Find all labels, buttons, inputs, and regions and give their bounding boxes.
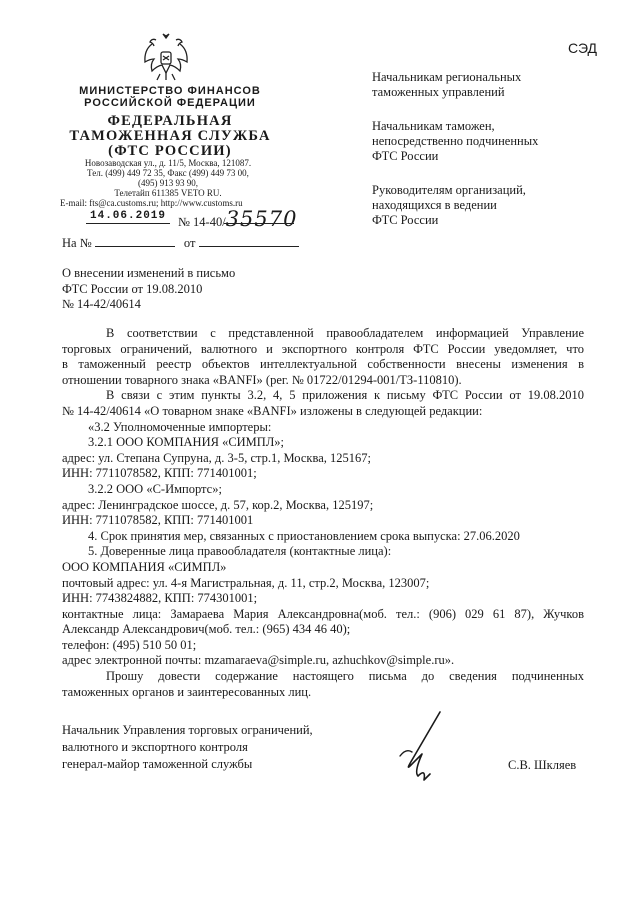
registration-date: 14.06.2019 xyxy=(90,210,167,222)
service-line: (ФТС РОССИИ) xyxy=(108,143,232,159)
reply-reference xyxy=(62,235,299,251)
addressee-block xyxy=(372,70,538,228)
addressee-line: Начальникам таможен, xyxy=(372,119,495,133)
body-line: 3.2.1 ООО КОМПАНИЯ «СИМПЛ»; xyxy=(88,435,285,450)
body-line: ИНН: 7711078582, КПП: 771401001; xyxy=(62,466,257,481)
service-line: ФЕДЕРАЛЬНАЯ xyxy=(107,113,233,129)
position-line: генерал-майор таможенной службы xyxy=(62,757,253,771)
contact-line: E-mail: fts@ca.customs.ru; http://www.customs.ru xyxy=(60,198,243,208)
body-line: таможенных органов и заинтересованных лиц. xyxy=(62,684,312,699)
body-line: ИНН: 7711078582, КПП: 771401001 xyxy=(62,513,254,528)
body-line: почтовый адрес: ул. 4-я Магистральная, д. 11, стр.2, Москва, 123007; xyxy=(62,575,430,590)
signatory-name: С.В. Шкляев xyxy=(508,758,577,772)
ministry-line: РОССИЙСКОЙ ФЕДЕРАЦИИ xyxy=(84,97,256,109)
body-line: В соответствии с представленной правообладателем информацией Управление xyxy=(106,326,584,340)
addressee-line: находящихся в ведении xyxy=(372,198,497,212)
signatory-position xyxy=(62,722,313,773)
body-line: 4. Срок принятия мер, связанных с приостановлением срока выпуска: 27.06.2020 xyxy=(88,528,520,543)
body-line: ИНН: 7743824882, КПП: 774301001; xyxy=(62,591,258,606)
addressee-line: ФТС России xyxy=(372,213,439,227)
body-line: Прошу довести содержание настоящего письма до сведения подчиненных xyxy=(106,669,584,684)
body-line: отношении товарного знака «BANFI» (рег. № 01722/01294-001/ТЗ-110810). xyxy=(62,372,462,387)
body-line: «3.2 Уполномоченные импортеры: xyxy=(88,419,272,434)
service-line: ТАМОЖЕННАЯ СЛУЖБА xyxy=(69,128,271,144)
coat-of-arms-emblem xyxy=(142,32,190,84)
body-line: 3.2.2 ООО «С-Импортс»; xyxy=(88,481,222,496)
from-date-blank xyxy=(199,235,299,247)
body-line: ООО КОМПАНИЯ «СИМПЛ» xyxy=(62,559,227,574)
registration-number-handwritten: 35570 xyxy=(225,207,298,231)
addressee-line: непосредственно подчиненных xyxy=(372,134,539,148)
subject-line: О внесении изменений в письмо xyxy=(62,266,236,280)
body-line: торговых ограничений, валютного и экспортного контроля ФТС России уведомляет, что xyxy=(62,341,584,356)
position-line: валютного и экспортного контроля xyxy=(62,740,248,754)
body-line: № 14-42/40614 «О товарном знаке «BANFI» изложены в следующей редакции: xyxy=(62,403,483,418)
body-line: в таможенный реестр объектов интеллектуальной собственности внесены изменения в xyxy=(62,357,584,372)
service-contacts xyxy=(56,158,280,208)
addressee-line: Руководителям организаций, xyxy=(372,183,526,197)
service-name xyxy=(60,114,280,159)
ministry-line: МИНИСТЕРСТВО ФИНАНСОВ xyxy=(79,85,261,97)
position-line: Начальник Управления торговых ограничений, xyxy=(62,723,313,737)
body-line: адрес: ул. Степана Супруна, д. 3-5, стр.1, Москва, 125167; xyxy=(62,450,371,465)
body-line: телефон: (495) 510 50 01; xyxy=(62,637,197,652)
body-line: В связи с этим пункты 3.2, 4, 5 приложения к письму ФТС России от 19.08.2010 xyxy=(106,388,584,403)
underline-number xyxy=(224,223,294,224)
contact-line: Новозаводская ул., д. 11/5, Москва, 121087. xyxy=(84,158,252,168)
letter-body xyxy=(62,326,584,700)
body-line: Александр Александрович(моб. тел.: (965) 434 46 40); xyxy=(62,622,351,637)
handwritten-signature xyxy=(392,710,452,790)
body-line: адрес: Ленинградское шоссе, д. 57, кор.2, Москва, 125197; xyxy=(62,497,374,512)
contact-line: Телетайп 611385 VETO RU. xyxy=(114,188,222,198)
registration-number xyxy=(178,207,298,231)
underline-date xyxy=(86,223,170,224)
reply-number-blank xyxy=(95,235,175,247)
registration-number-prefix: № 14-40/ xyxy=(178,215,226,229)
addressee-line: ФТС России xyxy=(372,149,439,163)
body-line: контактные лица: Замараева Мария Александровна(моб. тел.: (906) 029 61 87), Жучков xyxy=(62,606,584,621)
body-line: 5. Доверенные лица правообладателя (контактные лица): xyxy=(88,544,392,559)
letter-subject xyxy=(62,266,235,313)
sed-stamp: СЭД xyxy=(568,40,598,56)
addressee-line: таможенных управлений xyxy=(372,85,505,99)
subject-line: ФТС России от 19.08.2010 xyxy=(62,281,203,296)
ministry-name xyxy=(60,85,280,109)
from-label: от xyxy=(183,236,196,250)
contact-line: Тел. (499) 449 72 35, Факс (499) 449 73 00, xyxy=(87,168,249,178)
contact-line: (495) 913 93 90, xyxy=(138,178,198,188)
subject-line: № 14-42/40614 xyxy=(62,297,141,311)
addressee-line: Начальникам региональных xyxy=(372,70,522,84)
body-line: адрес электронной почты: mzamaraeva@simple.ru, azhuchkov@simple.ru». xyxy=(62,653,455,668)
reply-label: На № xyxy=(62,236,92,250)
